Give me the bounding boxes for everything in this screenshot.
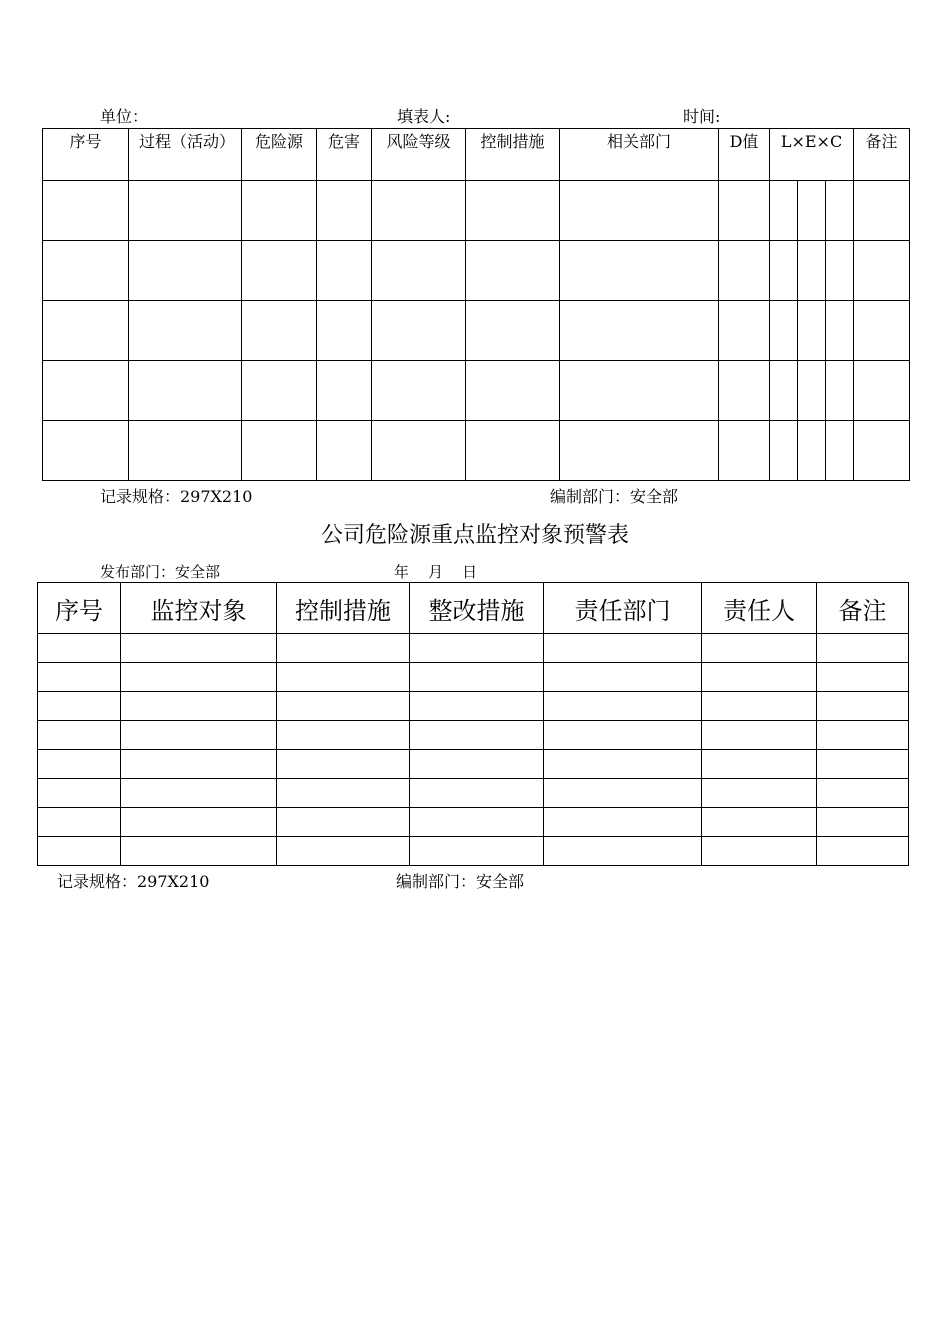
record-spec-footer: 记录规格：297X210 [100,487,253,506]
page-title: 公司危险源重点监控对象预警表 [320,523,629,548]
compiling-dept-footer-2: 编制部门：安全部 [396,872,525,891]
date-label: 年 月 日 [394,563,478,581]
table-row [38,634,909,663]
monitoring-warning-table [37,582,909,866]
table-row [38,692,909,721]
compiling-dept-footer: 编制部门：安全部 [550,487,679,506]
issuing-dept-label: 发布部门：安全部 [100,563,221,581]
filler-label: 填表人: [397,107,451,126]
column-header-related-dept: 相关部门 [560,129,719,181]
column-header-index: 序号 [38,583,121,634]
table-row [43,421,910,481]
column-header-control-measures: 控制措施 [277,583,410,634]
column-header-responsible-dept: 责任部门 [544,583,702,634]
table-row [38,750,909,779]
column-header-responsible-person: 责任人 [702,583,817,634]
table-row [38,721,909,750]
column-header-monitored-object: 监控对象 [121,583,277,634]
table-row [43,241,910,301]
hazard-identification-table [42,128,910,481]
table-row [43,361,910,421]
column-header-index: 序号 [43,129,129,181]
table-row [43,181,910,241]
column-header-hazard-source: 危险源 [242,129,317,181]
table-row [38,663,909,692]
column-header-risk-level: 风险等级 [372,129,466,181]
table-row [38,837,909,866]
column-header-harm: 危害 [317,129,372,181]
table-row [38,808,909,837]
time-label: 时间: [683,107,721,126]
table-header-row [38,583,909,634]
table-header-row [43,129,910,181]
table-row [38,779,909,808]
column-header-lec: L×E×C [770,129,854,181]
unit-label: 单位： [100,107,149,126]
column-header-process: 过程（活动） [129,129,242,181]
record-spec-footer-2: 记录规格：297X210 [57,872,210,891]
column-header-d-value: D值 [719,129,770,181]
column-header-control-measures: 控制措施 [466,129,560,181]
column-header-rectification: 整改措施 [410,583,544,634]
table-row [43,301,910,361]
column-header-remarks: 备注 [817,583,909,634]
column-header-remarks: 备注 [854,129,910,181]
